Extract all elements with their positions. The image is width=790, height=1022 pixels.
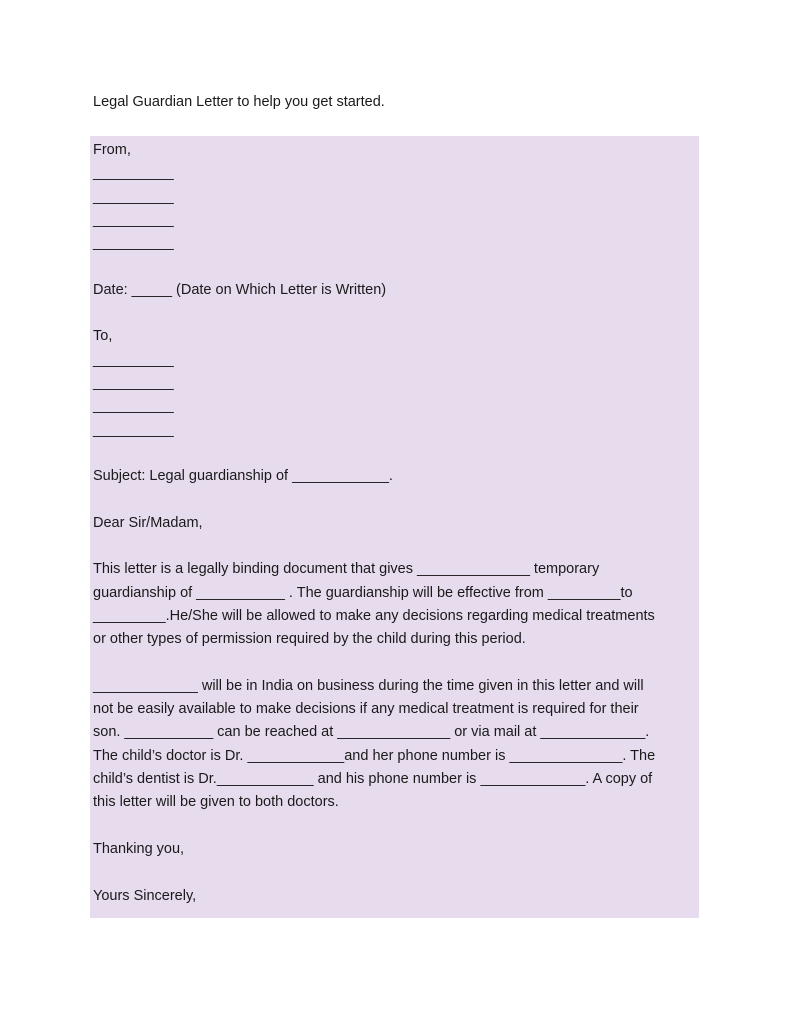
spacer <box>93 488 696 511</box>
paragraph-line: son. ___________ can be reached at ______________ or via mail at _____________. <box>93 724 650 741</box>
closing-line: Thanking you, <box>93 840 185 857</box>
to-blank-line: __________ <box>93 398 174 415</box>
spacer <box>93 535 696 558</box>
paragraph-line: or other types of permission required by the child during this period. <box>93 631 526 648</box>
spacer <box>93 255 696 278</box>
spacer <box>93 302 696 325</box>
body-paragraph-2 <box>93 675 696 815</box>
to-blank-line: __________ <box>93 421 174 438</box>
to-label: To, <box>93 328 113 345</box>
to-blank-line: __________ <box>93 374 174 391</box>
paragraph-line: this letter will be given to both doctors. <box>93 794 339 811</box>
paragraph-line: _________.He/She will be allowed to make any decisions regarding medical treatments <box>93 607 655 624</box>
from-blank-line: __________ <box>93 211 174 228</box>
from-blank-line: __________ <box>93 165 174 182</box>
paragraph-line: This letter is a legally binding document that gives ______________ temporary <box>93 561 600 578</box>
date-line: Date: _____ (Date on Which Letter is Written) <box>93 281 387 298</box>
paragraph-line: guardianship of ___________ . The guardianship will be effective from _________to <box>93 584 633 601</box>
letter-template <box>90 136 699 918</box>
salutation: Dear Sir/Madam, <box>93 514 203 531</box>
from-label: From, <box>93 142 131 158</box>
to-blank-line: __________ <box>93 351 174 368</box>
paragraph-line: _____________ will be in India on business during the time given in this letter and will <box>93 677 644 694</box>
spacer <box>93 652 696 675</box>
paragraph-line: child’s dentist is Dr.____________ and his phone number is _____________. A copy of <box>93 771 653 788</box>
signoff-line: Yours Sincerely, <box>93 887 197 904</box>
page-heading: Legal Guardian Letter to help you get started. <box>93 94 385 110</box>
from-blank-line: __________ <box>93 235 174 252</box>
paragraph-line: The child’s doctor is Dr. ____________and her phone number is ______________. The <box>93 747 656 764</box>
paragraph-line: not be easily available to make decisions if any medical treatment is required for their <box>93 701 639 718</box>
subject-line: Subject: Legal guardianship of ____________. <box>93 468 393 485</box>
body-paragraph-1 <box>93 558 696 651</box>
spacer <box>93 815 696 838</box>
spacer <box>93 442 696 465</box>
spacer <box>93 861 696 884</box>
from-blank-line: __________ <box>93 188 174 205</box>
